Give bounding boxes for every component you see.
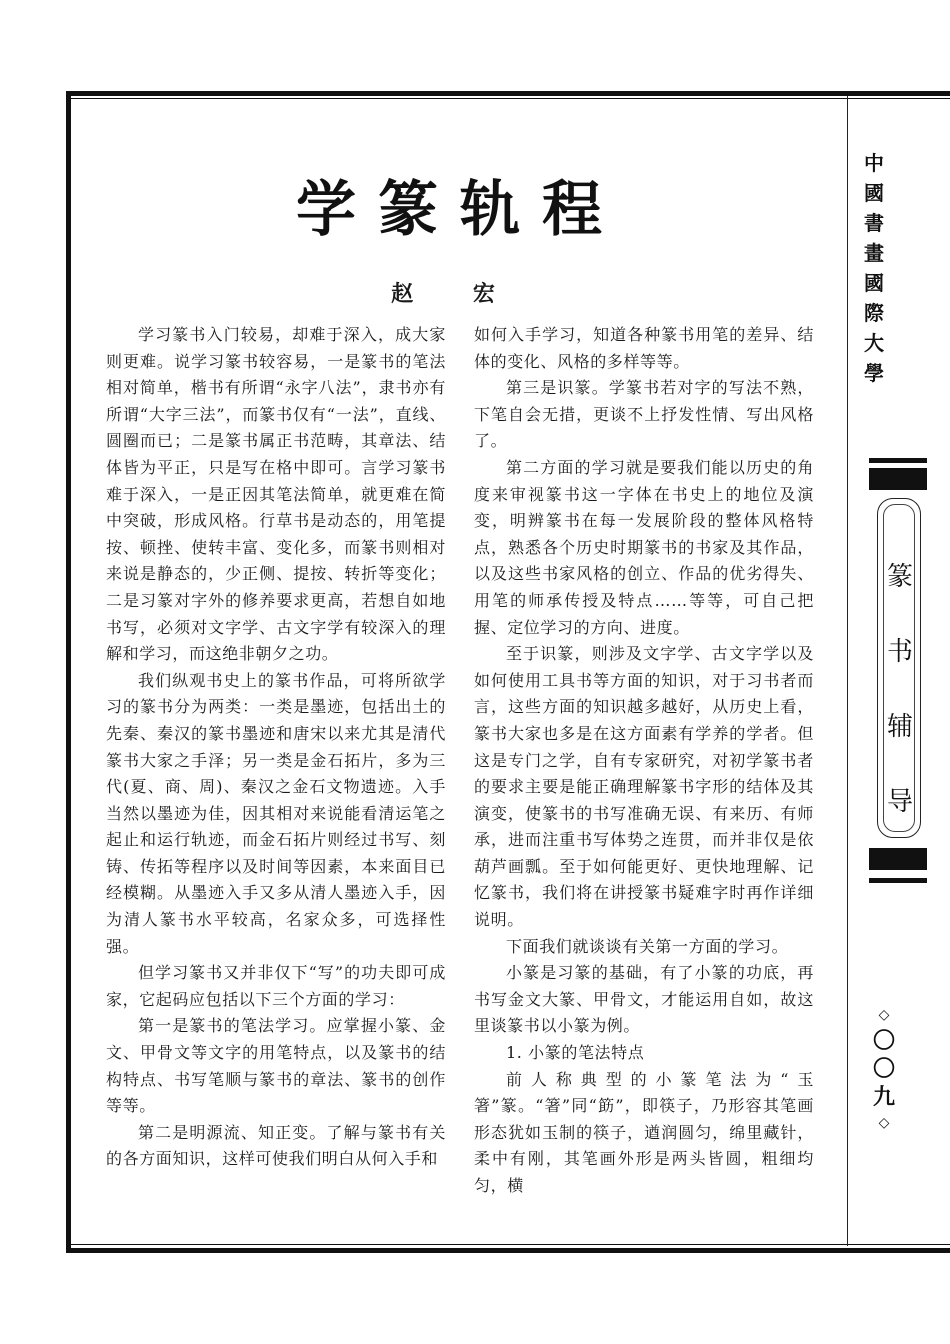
frame-bottom-inner-line [66,1244,950,1245]
frame-top-border [66,91,950,96]
journal-name: 中國書畫國際大學 [864,151,884,385]
tab-top-bar [869,458,927,463]
section-name: 篆书辅导 [886,562,913,817]
article-title: 学篆轨程 [296,175,624,245]
frame-top-inner-line [66,98,950,99]
margin-divider [847,96,848,1246]
paragraph: 至于识篆，则涉及文字学、古文字学以及如何使用工具书等方面的知识，对于习书者而言，这些方面的知识越多越好，从历史上看，篆书大家也多是在这方面素有学养的学者。但这是专门之学，自有专家研究，对初学篆书者的要求主要是能正确理解篆书字形的结体及其演变，使篆书的书写准确无误、有来历、有师承，进而注重书写体势之连贯，而并非仅是依葫芦画瓢。至于如何能更好、更快地理解、记忆篆书，我们将在讲授篆书疑难字时再作详细说明。 [474,644,814,930]
right-column [474,322,814,1200]
paragraph: 学习篆书入门较易，却难于深入，成大家则更难。说学习篆书较容易，一是篆书的笔法相对简单，楷书有所谓“永字八法”，隶书亦有所谓“大字三法”，而篆书仅有“一法”，直线、圆圈而已；二是篆书属正书范畴，其章法、结体皆为平正，只是写在格中即可。言学习篆书难于深入，一是正因其笔法简单，就更难在简中突破，形成风格。行草书是动态的，用笔提按、顿挫、使转丰富、变化多，而篆书则相对来说是静态的，少正侧、提按、转折等变化；二是习篆对字外的修养要求更高，若想自如地书写，必须对文字学、古文字学有较深入的理解和学习，而这绝非朝夕之功。 [106,325,446,664]
paragraph: 第二方面的学习就是要我们能以历史的角度来审视篆书这一字体在书史上的地位及演变，明辨篆书在每一发展阶段的整体风格特点，熟悉各个历史时期篆书的书家及其作品，以及这些书家风格的创立、作品的优劣得失、用笔的师承传授及特点……等等，可自己把握、定位学习的方向、进度。 [474,457,814,637]
paragraph: 第二是明源流、知正变。了解与篆书有关的各方面知识，这样可使我们明白从何入手和 [106,1122,446,1169]
left-column [106,322,446,1173]
paragraph: 但学习篆书又并非仅下“写”的功夫即可成家，它起码应包括以下三个方面的学习： [106,963,446,1009]
paragraph: 下面我们就谈谈有关第一方面的学习。 [506,936,789,956]
paragraph: 小篆是习篆的基础，有了小篆的功底，再书写金文大篆、甲骨文，才能运用自如，故这里谈篆书以小篆为例。 [474,963,814,1036]
page-number: 〇〇九 [872,1028,895,1110]
tab-top-cap [869,468,927,490]
frame-bottom-border [66,1248,950,1253]
page-number-block [864,1003,904,1135]
diamond-icon: ◇ [878,1115,890,1131]
tab-bottom-cap [869,848,927,870]
frame-left-border [66,91,71,1253]
tab-bottom-bar [869,878,927,883]
paragraph: 如何入手学习，知道各种篆书用笔的差异、结体的变化、风格的多样等等。 [474,325,814,371]
paragraph: 我们纵观书史上的篆书作品，可将所欲学习的篆书分为两类：一类是墨迹，包括出土的先秦、秦汉的篆书墨迹和唐宋以来尤其是清代篆书大家之手泽；另一类是金石拓片，多为三代(夏、商、周)、秦汉之金石文物遗迹。入手当然以墨迹为佳，因其相对来说能看清运笔之起止和运行轨迹，而金石拓片则经过书写、刻铸、传拓等程序以及时间等因素，本来面目已经模糊。从墨迹入手又多从清人墨迹入手，因为清人篆书水平较高，名家众多，可选择性强。 [106,670,446,956]
subheading: 1. 小篆的笔法特点 [506,1043,645,1063]
paragraph: 第三是识篆。学篆书若对字的写法不熟，下笔自会无措，更谈不上抒发性情、写出风格了。 [474,378,814,451]
paragraph: 第一是篆书的笔法学习。应掌握小篆、金文、甲骨文等文字的用笔特点，以及篆书的结构特点、书写笔顺与篆书的章法、篆书的创作等等。 [106,1016,446,1116]
paragraph: 前人称典型的小篆笔法为“玉箸”篆。“箸”同“筯”，即筷子，乃形容其笔画形态犹如玉制的筷子，遒润圆匀，绵里藏针，柔中有刚，其笔画外形是两头皆圆，粗细均匀，横 [474,1069,814,1195]
diamond-icon: ◇ [878,1007,890,1023]
article-author: 赵 宏 [391,281,521,307]
